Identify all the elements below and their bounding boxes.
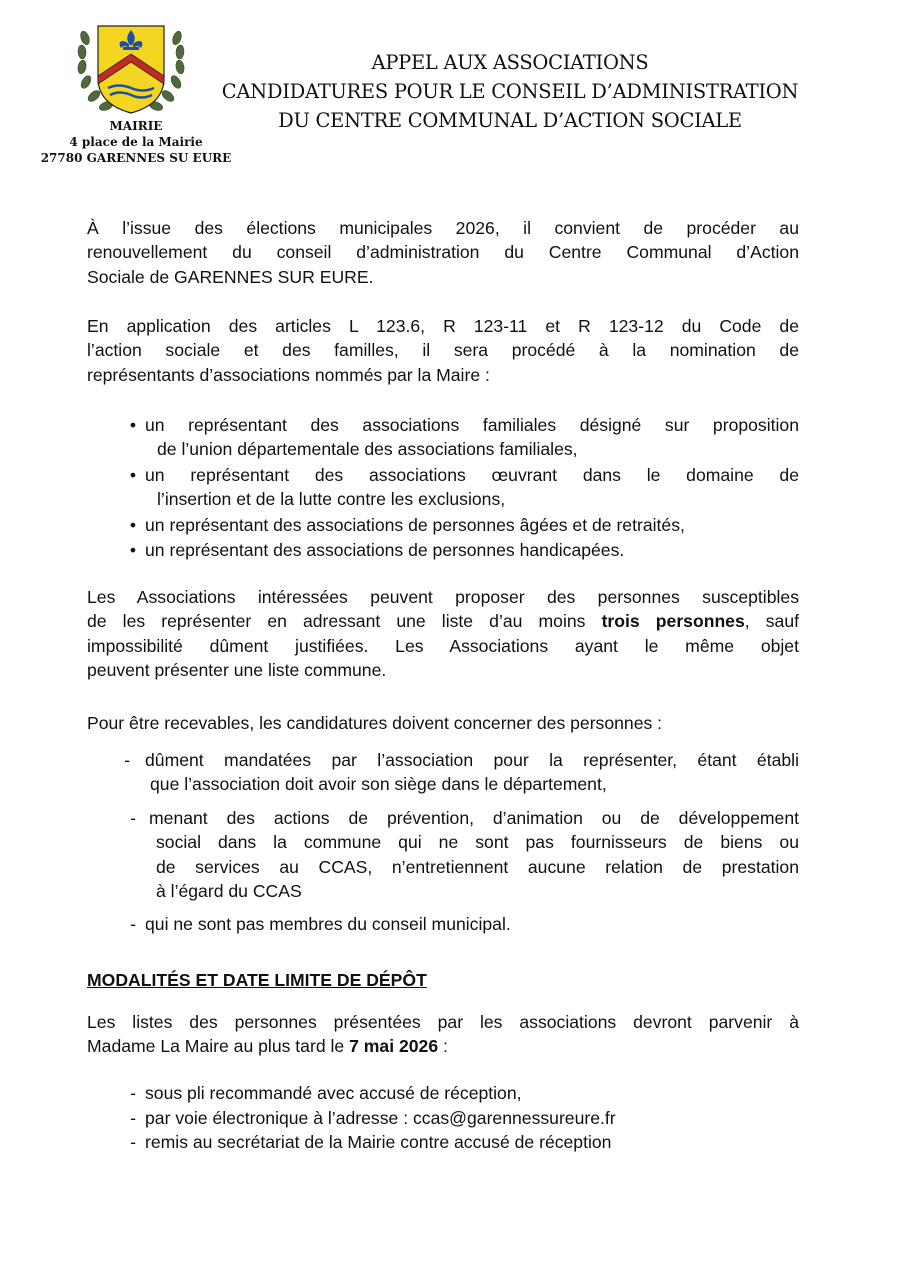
list-item: - par voie électronique à l’adresse : ccas@garennessureure.fr (126, 1106, 799, 1131)
list-item: • un représentant des associations de personnes âgées et de retraités, (126, 513, 799, 538)
assoc-line-2: de les représenter en adressant une liste d’au moins trois personnes, sauf (87, 611, 800, 632)
bullet-icon: • (129, 515, 137, 535)
title-line-2: CANDIDATURES POUR LE CONSEIL D’ADMINISTRATION (221, 80, 799, 103)
list-item: - sous pli recommandé avec accusé de réception, (126, 1081, 799, 1106)
bullet-icon: • (129, 540, 137, 560)
list-item: - qui ne sont pas membres du conseil municipal. (126, 912, 799, 937)
mairie-label: MAIRIE (109, 119, 163, 133)
intro-line-3: Sociale de GARENNES SUR EURE. (87, 266, 374, 287)
title-line-1: APPEL AUX ASSOCIATIONS (371, 51, 649, 74)
bullet-icon: • (129, 465, 137, 485)
assoc-line-1: Les Associations intéressées peuvent proposer des personnes susceptibles (87, 587, 799, 607)
list-item: - dûment mandatées par l’association pour la représenter, étant établi que l’association doit avoir son siège dans le département, (120, 748, 799, 797)
legal-line-2: l’action sociale et des familles, il sera procédé à la nomination de (87, 340, 799, 361)
dash-marker: - (130, 1108, 136, 1128)
emphasis-three-persons: trois personnes (601, 611, 745, 632)
list-item: • un représentant des associations familiales désigné sur proposition de l’union départementale des associations familiales, (126, 413, 799, 462)
eligibility-intro: Pour être recevables, les candidatures doivent concerner des personnes : (87, 713, 663, 733)
title-line-3: DU CENTRE COMMUNAL D’ACTION SOCIALE (278, 109, 742, 132)
assoc-line-4: peuvent présenter une liste commune. (87, 659, 387, 680)
legal-line-1: En application des articles L 123.6, R 123-11 et R 123-12 du Code de (87, 316, 799, 336)
mairie-address: 4 place de la Mairie (69, 135, 203, 149)
legal-line-3: représentants d’associations nommés par la Maire : (87, 364, 490, 385)
intro-line-2: renouvellement du conseil d’administration du Centre Communal d’Action (87, 242, 799, 263)
list-item: - menant des actions de prévention, d’animation ou de développement social dans la commune qui ne sont pas fournisseurs de biens ou de services au CCAS, n’entretiennent aucune relation de prestation à l’égard du CCAS (126, 806, 799, 904)
list-item: • un représentant des associations œuvrant dans le domaine de l’insertion et de la lutte contre les exclusions, (126, 463, 799, 512)
deadline-line-1: Les listes des personnes présentées par les associations devront parvenir à (87, 1012, 799, 1032)
intro-paragraph (87, 216, 799, 289)
shield-icon (98, 26, 164, 113)
assoc-line-3: impossibilité dûment justifiées. Les Associations ayant le même objet (87, 635, 799, 656)
list-item: - remis au secrétariat de la Mairie contre accusé de réception (126, 1130, 799, 1155)
mairie-city: 27780 GARENNES SU EURE (40, 151, 232, 165)
legal-basis-paragraph (87, 314, 799, 387)
section-heading: MODALITÉS ET DATE LIMITE DE DÉPÔT (87, 970, 427, 990)
deadline-paragraph (87, 1010, 799, 1059)
bullet-icon: • (129, 415, 137, 435)
coat-of-arms-logo (76, 18, 186, 118)
dash-marker: - (130, 808, 136, 828)
dash-marker: - (130, 1132, 136, 1152)
dash-marker: - (130, 1083, 136, 1103)
deadline-line-2: Madame La Maire au plus tard le 7 mai 2026 : (87, 1036, 448, 1057)
intro-line-1: À l’issue des élections municipales 2026, il convient de procéder au (87, 218, 799, 238)
dash-marker: - (124, 750, 130, 770)
associations-paragraph (87, 585, 799, 682)
dash-marker: - (130, 914, 136, 934)
document-title (200, 48, 820, 135)
list-item: • un représentant des associations de personnes handicapées. (126, 538, 799, 563)
deadline-date: 7 mai 2026 (349, 1036, 439, 1057)
